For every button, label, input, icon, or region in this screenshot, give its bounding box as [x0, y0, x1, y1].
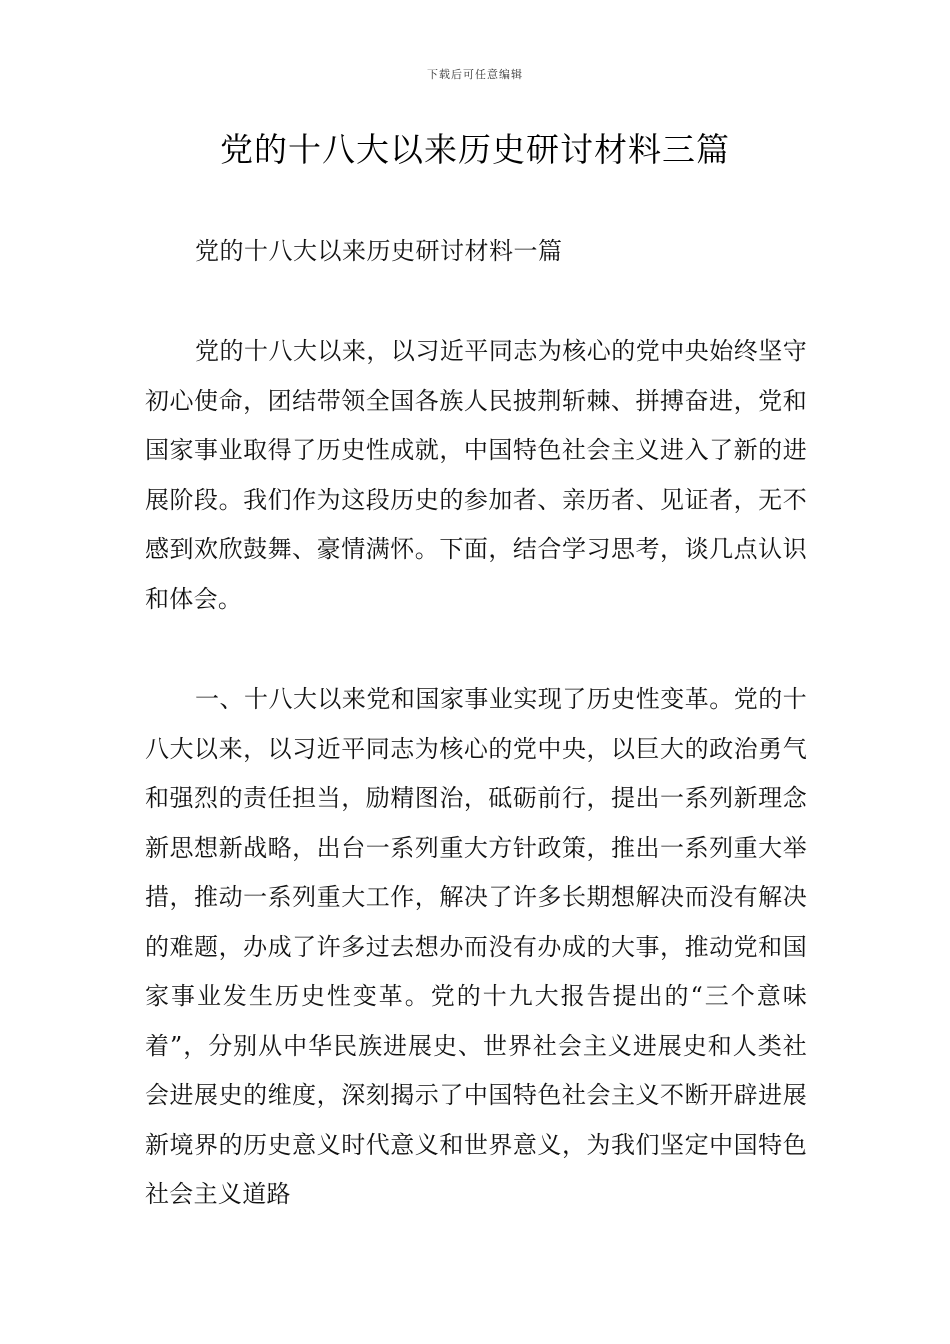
- document-title: 党的十八大以来历史研讨材料三篇: [220, 130, 730, 169]
- paragraph-section-one: 一、十八大以来党和国家事业实现了历史性变革。党的十八大以来，以习近平同志为核心的党中央，以巨大的政治勇气和强烈的责任担当，励精图治，砥砺前行，提出一系列新理念新思想新战略，出台一系列重大方针政策，推出一系列重大举措，推动一系列重大工作，解决了许多长期想解决而没有解决的难题，办成了许多过去想办而没有办成的大事，推动党和国家事业发生历史性变革。党的十九大报告提出的“三个意味着”，分别从中华民族进展史、世界社会主义进展史和人类社会进展史的维度，深刻揭示了中国特色社会主义不断开辟进展新境界的历史意义时代意义和世界意义，为我们坚定中国特色社会主义道路: [145, 685, 807, 1208]
- section-subtitle: 党的十八大以来历史研讨材料一篇: [195, 237, 563, 265]
- header-note: 下载后可任意编辑: [427, 68, 523, 81]
- paragraph-intro: 党的十八大以来，以习近平同志为核心的党中央始终坚守初心使命，团结带领全国各族人民披荆斩棘、拼搏奋进，党和国家事业取得了历史性成就，中国特色社会主义进入了新的进展阶段。我们作为这段历史的参加者、亲历者、见证者，无不感到欢欣鼓舞、豪情满怀。下面，结合学习思考，谈几点认识和体会。: [145, 337, 807, 613]
